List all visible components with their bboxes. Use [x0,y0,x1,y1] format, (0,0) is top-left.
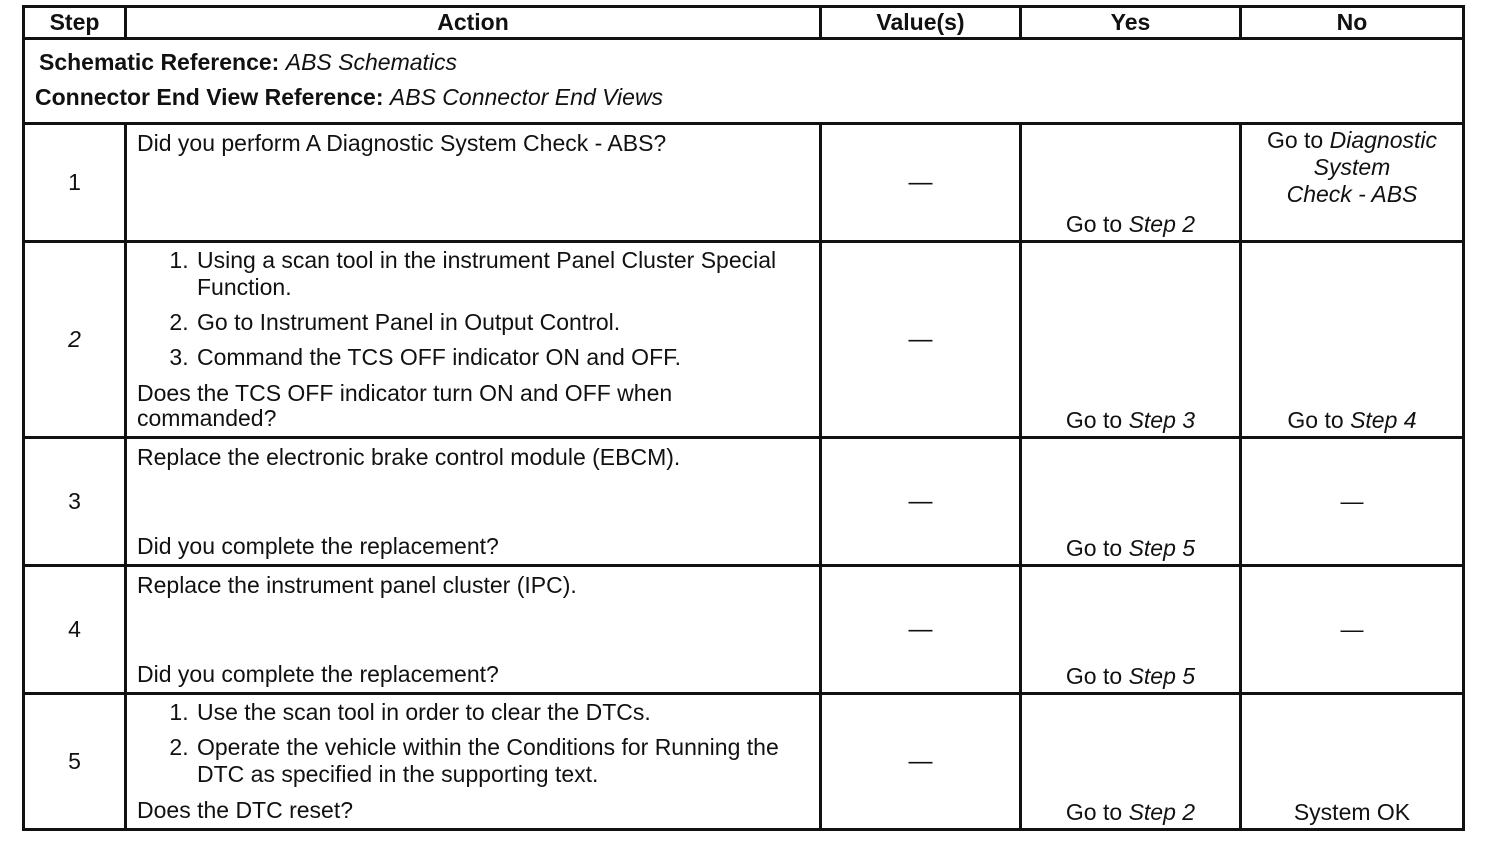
header-yes: Yes [1021,7,1241,39]
step-number-text: 2 [68,326,81,352]
no-prefix: Go to [1266,127,1324,153]
no-link-part[interactable]: Check - ABS [1286,181,1418,207]
yes-goto[interactable] [1022,662,1239,690]
no-cell [1241,242,1464,438]
action-cell [126,438,821,566]
action-question: Does the DTC reset? [137,797,354,823]
value-cell: — [821,694,1021,830]
schematic-reference-label: Schematic Reference: [39,49,280,75]
table-row [24,694,1464,830]
yes-cell [1021,124,1241,242]
no-result: System OK [1293,799,1411,825]
action-step: 2. Go to Instrument Panel in Output Control. [195,309,809,336]
header-values: Value(s) [821,7,1021,39]
no-prefix: Go to [1287,407,1344,433]
connector-reference [35,80,1448,115]
action-cell [126,124,821,242]
yes-cell [1021,438,1241,566]
no-link-part[interactable]: Diagnostic [1329,127,1438,153]
yes-prefix: Go to [1065,407,1123,433]
schematic-reference-link[interactable]: ABS Schematics [285,49,458,75]
value-cell: — [821,566,1021,694]
action-text: Replace the electronic brake control module (EBCM). [137,444,681,470]
yes-prefix: Go to [1065,211,1123,237]
action-question: Did you complete the replacement? [137,533,499,559]
action-question: Does the TCS OFF indicator turn ON and OFF when commanded? [137,380,673,431]
header-step: Step [24,7,126,39]
yes-link[interactable]: Step 2 [1128,799,1196,825]
no-cell: — [1241,438,1464,566]
no-cell: — [1241,566,1464,694]
table-row [24,124,1464,242]
value-cell: — [821,242,1021,438]
yes-link[interactable]: Step 5 [1128,663,1196,689]
action-text: Replace the instrument panel cluster (IPC). [137,572,577,598]
step-number: 1 [24,124,126,242]
yes-link[interactable]: Step 2 [1128,211,1196,237]
table-row [24,438,1464,566]
action-text: Did you perform A Diagnostic System Check - ABS? [137,130,667,156]
action-step: 3. Command the TCS OFF indicator ON and OFF. [195,344,809,371]
reference-row [24,39,1464,124]
diagnostic-table [22,5,1465,831]
action-cell [126,566,821,694]
yes-cell [1021,566,1241,694]
yes-link[interactable]: Step 3 [1128,407,1196,433]
value-cell: — [821,124,1021,242]
action-cell [126,694,821,830]
connector-reference-link[interactable]: ABS Connector End Views [389,84,664,110]
value-cell: — [821,438,1021,566]
no-cell [1241,124,1464,242]
action-steps [137,699,809,788]
action-step: 2. Operate the vehicle within the Conditions for Running the DTC as specified in the supporting text. [195,734,809,788]
no-link[interactable]: Step 4 [1350,407,1417,433]
yes-goto[interactable] [1022,210,1239,238]
no-link-part[interactable]: System [1313,154,1391,180]
yes-prefix: Go to [1065,663,1123,689]
no-cell [1241,694,1464,830]
step-number: 4 [24,566,126,694]
yes-prefix: Go to [1065,535,1123,561]
step-number: 3 [24,438,126,566]
schematic-reference [39,45,1448,80]
step-number: 5 [24,694,126,830]
yes-goto[interactable] [1022,534,1239,562]
table-row [24,242,1464,438]
yes-goto[interactable] [1022,406,1239,434]
yes-cell [1021,242,1241,438]
action-question: Did you complete the replacement? [137,661,499,687]
no-goto[interactable] [1242,406,1462,434]
yes-link[interactable]: Step 5 [1128,535,1196,561]
yes-goto[interactable] [1022,798,1239,826]
table-row [24,566,1464,694]
header-action: Action [126,7,821,39]
yes-prefix: Go to [1065,799,1123,825]
action-step: 1. Using a scan tool in the instrument Panel Cluster Special Function. [195,247,809,301]
connector-reference-label: Connector End View Reference: [35,84,384,110]
step-number [24,242,126,438]
yes-cell [1021,694,1241,830]
no-goto[interactable] [1242,125,1462,208]
reference-cell [24,39,1464,124]
action-steps [137,247,809,371]
action-cell [126,242,821,438]
header-row [24,7,1464,39]
header-no: No [1241,7,1464,39]
action-step: 1. Use the scan tool in order to clear the DTCs. [195,699,809,726]
